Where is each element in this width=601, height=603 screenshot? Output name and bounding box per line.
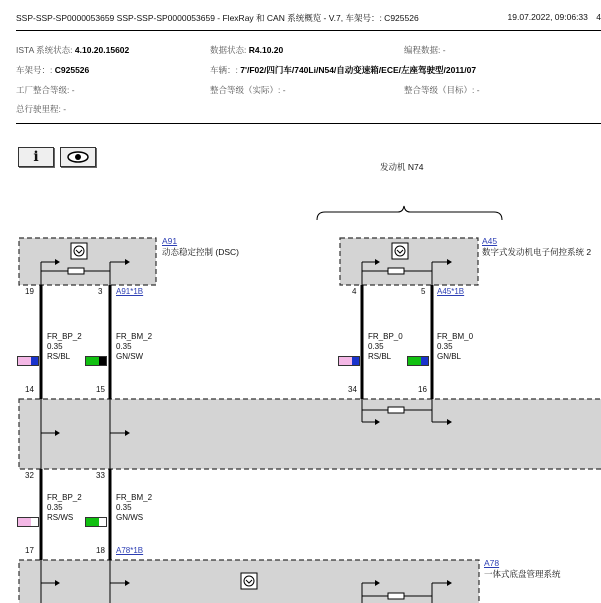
wire-label-fr-bm-2 — [116, 332, 152, 362]
vin-label: 车架号：: — [16, 65, 53, 75]
pin-19: 19 — [25, 287, 34, 296]
wire-color-chip-rs-bl — [17, 356, 39, 366]
integration-actual: 整合等级（实际）: - — [210, 85, 286, 95]
window-title: SSP-SSP-SP0000053659 SSP-SSP-SP0000053659 - FlexRay 和 CAN 系统概览 - V.7, 车架号：: C925526 — [16, 13, 419, 23]
wire-name: FR_BM_0 — [437, 332, 474, 341]
wire-color: RS/BL — [47, 352, 71, 361]
page-indicator: 4 — [596, 12, 601, 22]
module-a91-link[interactable]: A91 — [162, 236, 178, 246]
ista-value: 4.10.20.15602 — [74, 45, 130, 55]
pin-34: 34 — [348, 385, 357, 394]
ista-label: ISTA 系统状态: — [16, 45, 73, 55]
integration-target: 整合等级（目标）: - — [404, 85, 480, 95]
wire-color: GN/WS — [116, 513, 144, 522]
pin-17: 17 — [25, 546, 34, 555]
total-mileage: 总行驶里程: - — [16, 104, 67, 114]
a45-chip-icon — [392, 243, 408, 259]
connector-a78-link[interactable]: A78*1B — [116, 546, 144, 555]
wire-size: 0.35 — [116, 342, 132, 351]
module-a78-link[interactable]: A78 — [484, 558, 500, 568]
connector-a45-link[interactable]: A45*1B — [437, 287, 465, 296]
wire-color: GN/BL — [437, 352, 462, 361]
wire-name: FR_BP_0 — [368, 332, 403, 341]
pin-18: 18 — [96, 546, 105, 555]
pin-5: 5 — [421, 287, 426, 296]
wire-label-fr-bm-2-lower — [116, 493, 152, 523]
connector-a91-link[interactable]: A91*1B — [116, 287, 144, 296]
module-a45-box — [340, 238, 478, 285]
wire-color: RS/BL — [368, 352, 392, 361]
wire-color: GN/SW — [116, 352, 144, 361]
wire-color-chip-rs-bl — [338, 356, 360, 366]
info-icon: i — [33, 149, 39, 165]
pin-3: 3 — [98, 287, 103, 296]
pin-4: 4 — [352, 287, 357, 296]
wire-label-fr-bp-2-lower — [47, 493, 82, 523]
pin-33: 33 — [96, 471, 105, 480]
engine-group-brace — [317, 206, 502, 220]
wire-size: 0.35 — [368, 342, 384, 351]
engine-group-label: 发动机 N74 — [380, 162, 424, 172]
wire-label-fr-bm-0 — [437, 332, 473, 362]
wire-label-fr-bp-2 — [47, 332, 82, 362]
wire-size: 0.35 — [47, 342, 63, 351]
wire-color-chip-rs-ws — [17, 517, 39, 527]
pin-15: 15 — [96, 385, 105, 394]
program-data: 编程数据: - — [404, 45, 446, 55]
module-a45-name: 数字式发动机电子伺控系统 2 — [482, 247, 592, 257]
wire-size: 0.35 — [116, 503, 132, 512]
wire-size: 0.35 — [437, 342, 453, 351]
data-status-value: R4.10.20 — [248, 45, 284, 55]
data-status-label: 数据状态: — [210, 45, 247, 55]
pin-32: 32 — [25, 471, 34, 480]
a78-chip-icon — [241, 573, 257, 589]
wire-color-chip-gn-bl — [407, 356, 429, 366]
module-a78-name: 一体式底盘管理系统 — [484, 569, 561, 579]
wire-color-chip-gn-sw — [85, 356, 107, 366]
wire-name: FR_BP_2 — [47, 332, 82, 341]
pin-14: 14 — [25, 385, 34, 394]
wire-color: RS/WS — [47, 513, 74, 522]
module-a91-name: 动态稳定控制 (DSC) — [162, 247, 239, 257]
wire-color-chip-gn-ws — [85, 517, 107, 527]
datetime-text: 19.07.2022, 09:06:33 — [507, 12, 588, 22]
factory-level: 工厂整合等级: - — [16, 85, 75, 95]
wire-name: FR_BP_2 — [47, 493, 82, 502]
pin-16: 16 — [418, 385, 427, 394]
wire-size: 0.35 — [47, 503, 63, 512]
wire-name: FR_BM_2 — [116, 493, 153, 502]
wire-label-fr-bp-0 — [368, 332, 403, 362]
backbone-box — [19, 399, 601, 469]
vehicle-label: 车辆：: — [210, 65, 238, 75]
a91-chip-icon — [71, 243, 87, 259]
module-a45-link[interactable]: A45 — [482, 236, 498, 246]
vehicle-value: 7'/F02/四门车/740Li/N54/自动变速箱/ECE/左座驾驶型/2011/07 — [240, 65, 477, 75]
wire-name: FR_BM_2 — [116, 332, 153, 341]
vin-value: C925526 — [54, 65, 90, 75]
